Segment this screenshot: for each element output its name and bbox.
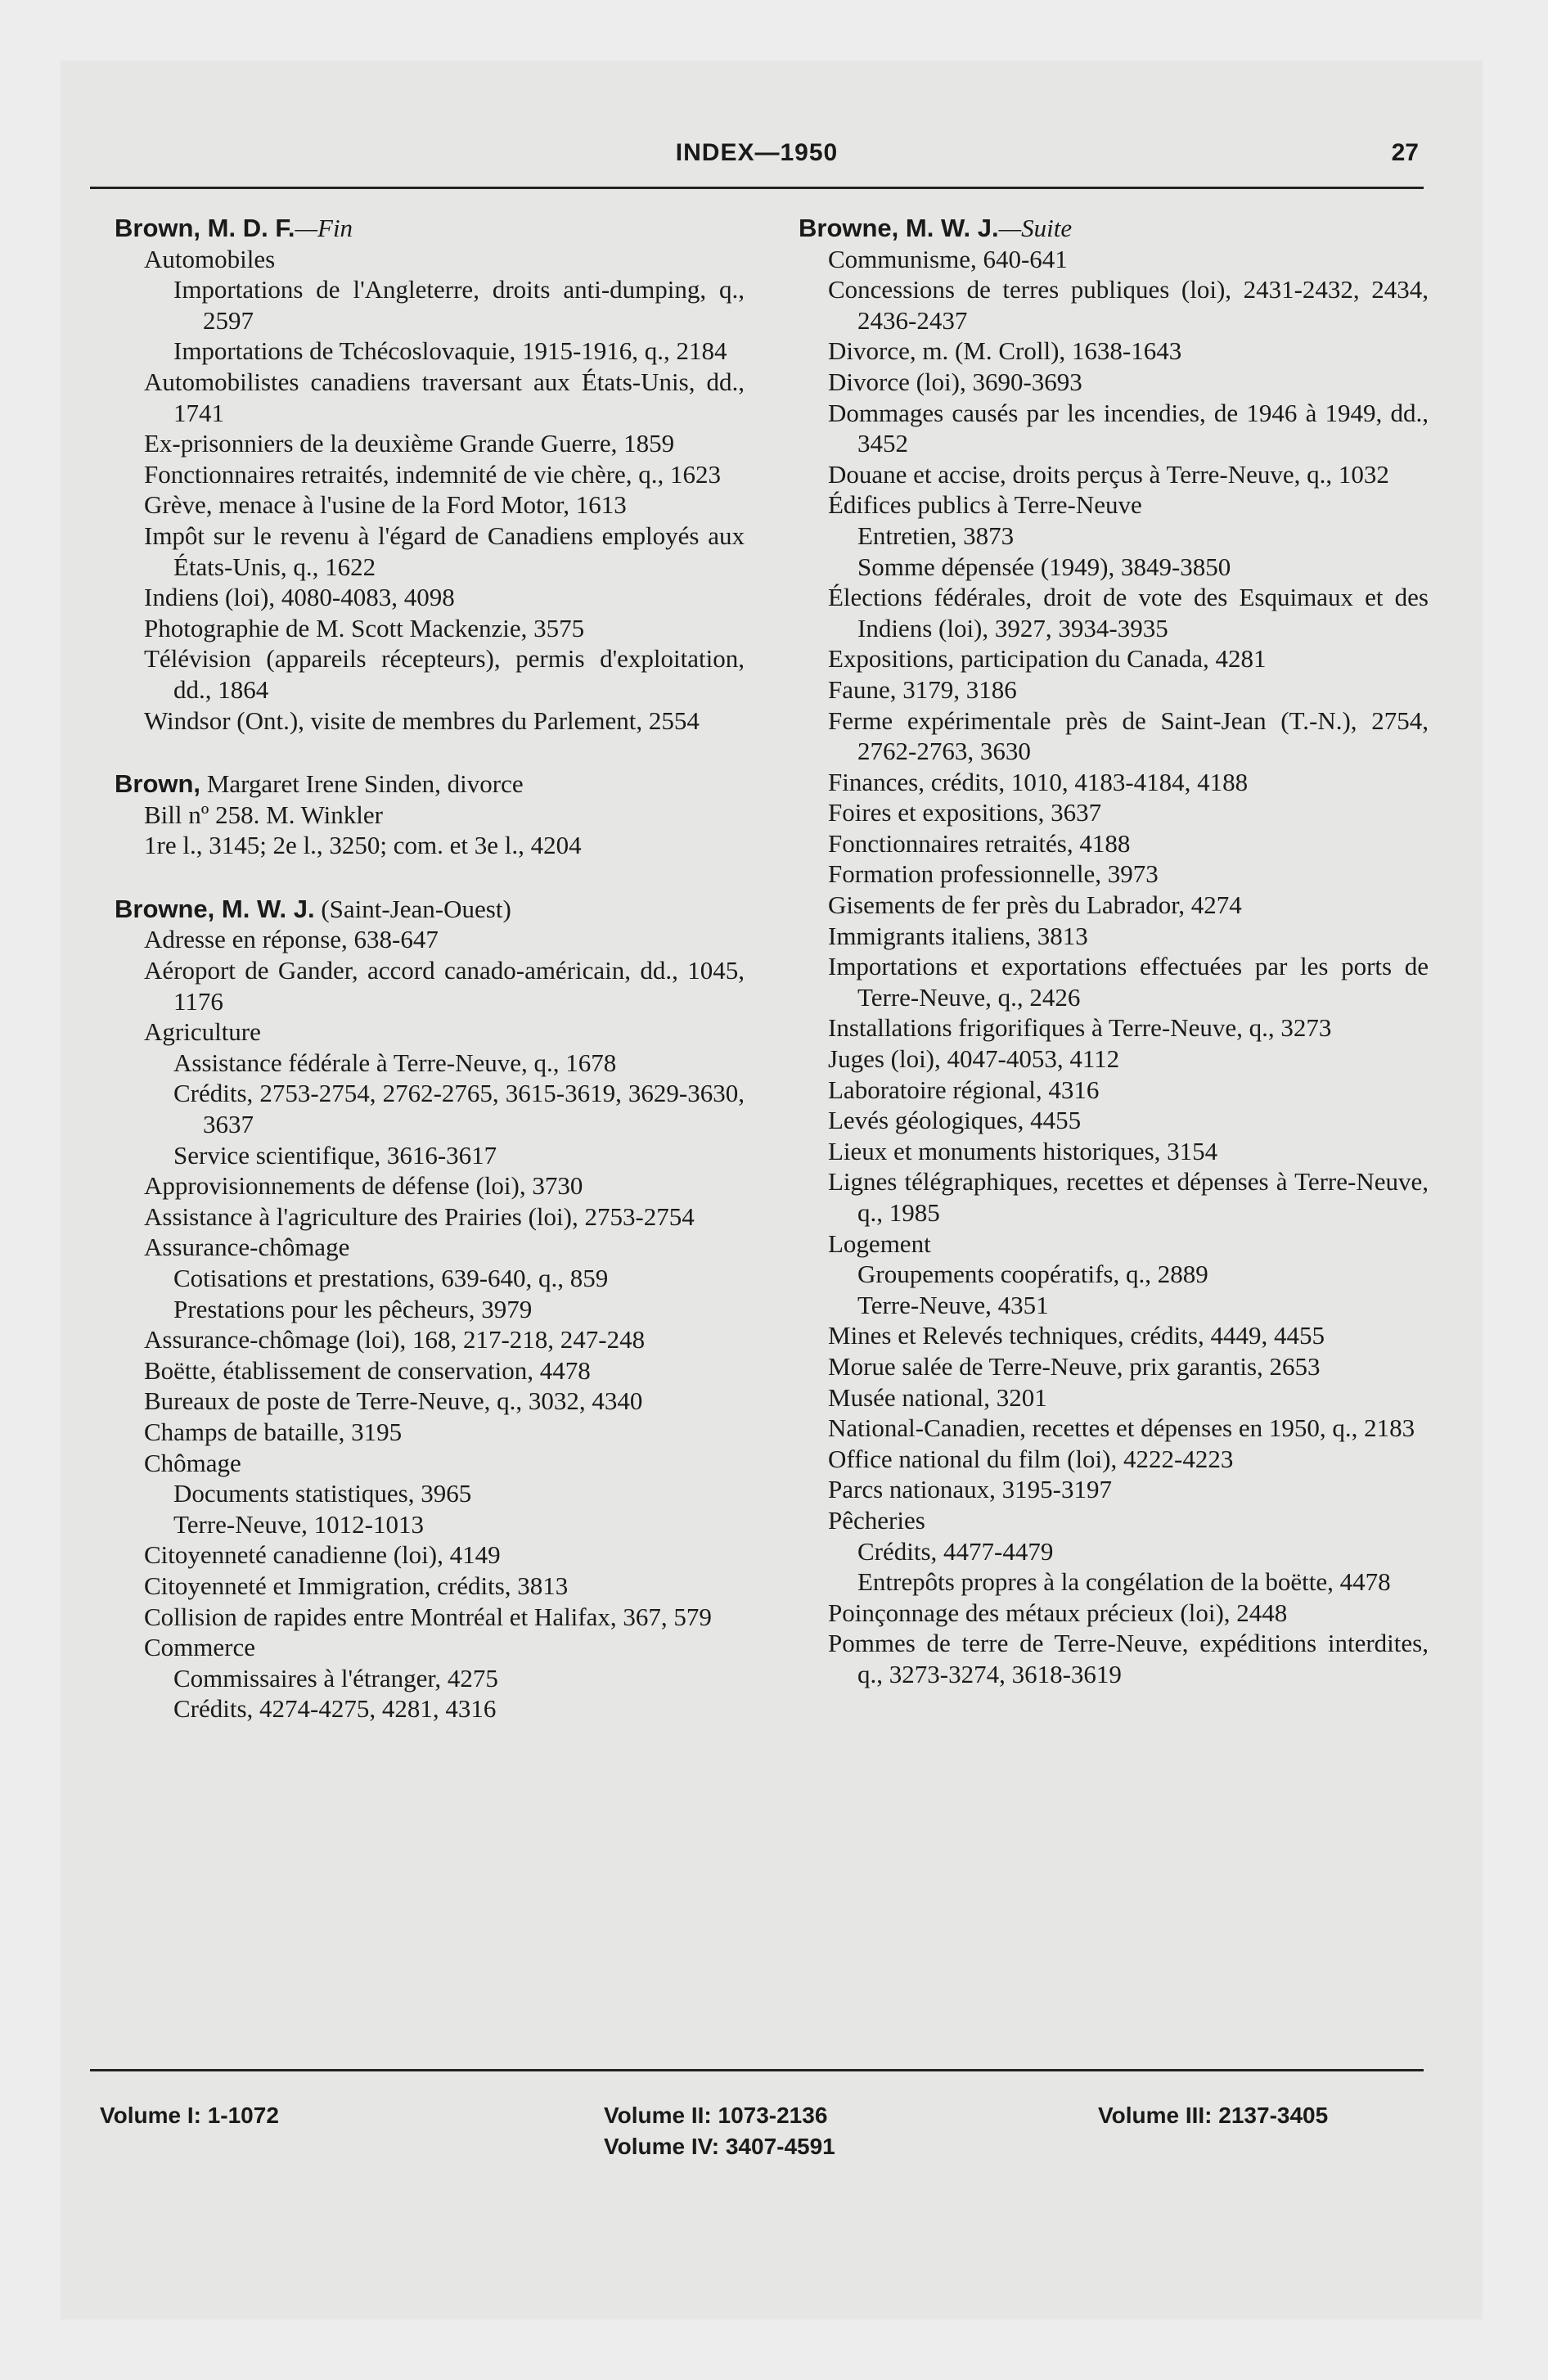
- index-heading: [115, 213, 745, 244]
- index-entry: Boëtte, établissement de conservation, 4478: [144, 1355, 591, 1385]
- index-entry: Édifices publics à Terre-Neuve: [828, 490, 1142, 520]
- index-heading-name: Brown, M. D. F.: [115, 214, 295, 242]
- index-entry: Morue salée de Terre-Neuve, prix garantis, 2653: [828, 1351, 1321, 1381]
- index-subentry: Assistance fédérale à Terre-Neuve, q., 1678: [173, 1048, 617, 1077]
- index-subentry: Service scientifique, 3616-3617: [173, 1140, 497, 1170]
- index-entry: Assurance-chômage: [144, 1233, 350, 1262]
- index-heading-suffix: —Suite: [998, 214, 1073, 242]
- header-rule: [90, 187, 1424, 189]
- index-entry: Bill nº 258. M. Winkler: [144, 800, 383, 829]
- footer-volume-2-4: [604, 2100, 835, 2162]
- index-subentry: Crédits, 4477-4479: [857, 1536, 1054, 1566]
- index-subentry: Crédits, 2753-2754, 2762-2765, 3615-3619, 3629-3630, 3637: [173, 1079, 745, 1139]
- index-entry: Adresse en réponse, 638-647: [144, 925, 439, 954]
- index-entry: Immigrants italiens, 3813: [828, 921, 1088, 950]
- page-title: INDEX—1950: [675, 139, 839, 166]
- index-entry: Automobilistes canadiens traversant aux États-Unis, dd., 1741: [144, 367, 745, 427]
- index-entry: Pommes de terre de Terre-Neuve, expéditions interdites, q., 3273-3274, 3618-3619: [828, 1629, 1429, 1688]
- index-heading-suffix: (Saint-Jean-Ouest): [314, 894, 511, 923]
- page-header: [90, 139, 1424, 188]
- footer-volume-4-label: Volume IV: 3407-4591: [604, 2134, 835, 2159]
- index-entry: Grève, menace à l'usine de la Ford Motor, 1613: [144, 490, 627, 520]
- index-entry: Photographie de M. Scott Mackenzie, 3575: [144, 613, 585, 642]
- index-entry: Logement: [828, 1228, 931, 1258]
- index-subentry: Terre-Neuve, 1012-1013: [173, 1509, 424, 1539]
- index-entry: Bureaux de poste de Terre-Neuve, q., 3032, 4340: [144, 1386, 643, 1416]
- index-entry: Formation professionnelle, 3973: [828, 859, 1159, 889]
- index-column-right: [799, 213, 1429, 1690]
- index-subentry: Entretien, 3873: [857, 521, 1015, 550]
- index-subentry: Importations de l'Angleterre, droits anti-dumping, q., 2597: [173, 275, 745, 335]
- index-subentry: Commissaires à l'étranger, 4275: [173, 1663, 498, 1693]
- index-heading: [115, 769, 745, 800]
- index-entry: Ferme expérimentale près de Saint-Jean (T.-N.), 2754, 2762-2763, 3630: [828, 705, 1429, 766]
- index-entry: Windsor (Ont.), visite de membres du Parlement, 2554: [144, 705, 700, 735]
- index-entry: Assistance à l'agriculture des Prairies (loi), 2753-2754: [144, 1201, 695, 1231]
- index-heading-suffix: —Fin: [295, 214, 353, 242]
- index-entry: Musée national, 3201: [828, 1382, 1047, 1412]
- index-entry: Commerce: [144, 1633, 256, 1662]
- index-entry: Impôt sur le revenu à l'égard de Canadiens employés aux États-Unis, q., 1622: [144, 521, 745, 581]
- index-entry: Expositions, participation du Canada, 4281: [828, 644, 1267, 674]
- index-entry: Pêcheries: [828, 1505, 925, 1535]
- index-heading: [115, 894, 745, 925]
- index-entry: Mines et Relevés techniques, crédits, 4449, 4455: [828, 1321, 1325, 1350]
- index-heading-suffix: Margaret Irene Sinden, divorce: [200, 769, 524, 799]
- index-entry: Citoyenneté et Immigration, crédits, 3813: [144, 1571, 569, 1600]
- index-entry: Communisme, 640-641: [828, 244, 1068, 273]
- index-entry: Lignes télégraphiques, recettes et dépenses à Terre-Neuve, q., 1985: [828, 1167, 1429, 1227]
- index-entry: Installations frigorifiques à Terre-Neuve, q., 3273: [828, 1013, 1332, 1043]
- index-entry: Télévision (appareils récepteurs), permis d'exploitation, dd., 1864: [144, 644, 745, 704]
- index-entry: Faune, 3179, 3186: [828, 674, 1017, 704]
- index-heading-name: Browne, M. W. J.: [799, 214, 999, 242]
- index-column-left: [115, 213, 745, 1724]
- footer-volume-3-label: Volume III: 2137-3405: [1098, 2103, 1329, 2128]
- index-subentry: Entrepôts propres à la congélation de la boëtte, 4478: [857, 1567, 1391, 1597]
- page-number: 27: [1391, 139, 1419, 166]
- footer-volume-1: [100, 2100, 279, 2131]
- index-entry: Approvisionnements de défense (loi), 3730: [144, 1171, 583, 1201]
- index-entry: Assurance-chômage (loi), 168, 217-218, 247-248: [144, 1325, 646, 1355]
- footer-volume-1-label: Volume I: 1-1072: [100, 2103, 279, 2128]
- index-subentry: Groupements coopératifs, q., 2889: [857, 1260, 1208, 1289]
- index-heading-name: Browne, M. W. J.: [115, 894, 315, 923]
- index-entry: National-Canadien, recettes et dépenses en 1950, q., 2183: [828, 1413, 1415, 1443]
- index-entry: Agriculture: [144, 1017, 261, 1047]
- index-subentry: Documents statistiques, 3965: [173, 1479, 472, 1508]
- index-subentry: Crédits, 4274-4275, 4281, 4316: [173, 1694, 497, 1724]
- index-entry: Parcs nationaux, 3195-3197: [828, 1475, 1112, 1504]
- index-entry: Office national du film (loi), 4222-4223: [828, 1444, 1234, 1473]
- index-entry: Foires et expositions, 3637: [828, 798, 1102, 827]
- index-entry: Indiens (loi), 4080-4083, 4098: [144, 583, 455, 612]
- index-entry: Juges (loi), 4047-4053, 4112: [828, 1044, 1120, 1074]
- index-subentry: Importations de Tchécoslovaquie, 1915-1916, q., 2184: [173, 336, 727, 366]
- index-entry: Gisements de fer près du Labrador, 4274: [828, 890, 1242, 920]
- index-entry: 1re l., 3145; 2e l., 3250; com. et 3e l., 4204: [144, 831, 582, 860]
- index-subentry: Cotisations et prestations, 639-640, q., 859: [173, 1264, 609, 1292]
- index-entry: Automobiles: [144, 244, 276, 273]
- index-entry: Fonctionnaires retraités, indemnité de vie chère, q., 1623: [144, 459, 722, 489]
- index-heading-name: Brown,: [115, 769, 201, 799]
- index-entry: Poinçonnage des métaux précieux (loi), 2448: [828, 1598, 1288, 1627]
- index-entry: Levés géologiques, 4455: [828, 1106, 1082, 1135]
- index-entry: Finances, crédits, 1010, 4183-4184, 4188: [828, 767, 1249, 796]
- index-entry: Champs de bataille, 3195: [144, 1417, 403, 1446]
- index-entry: Fonctionnaires retraités, 4188: [828, 828, 1131, 858]
- index-entry: Dommages causés par les incendies, de 1946 à 1949, dd., 3452: [828, 398, 1429, 458]
- index-entry: Citoyenneté canadienne (loi), 4149: [144, 1540, 501, 1570]
- index-entry: Douane et accise, droits perçus à Terre-Neuve, q., 1032: [828, 459, 1389, 489]
- index-entry: Divorce, m. (M. Croll), 1638-1643: [828, 336, 1182, 366]
- index-entry: Ex-prisonniers de la deuxième Grande Guerre, 1859: [144, 429, 675, 458]
- footer-volume-2-label: Volume II: 1073-2136: [604, 2103, 828, 2128]
- footer-rule: [90, 2069, 1424, 2071]
- index-entry: Chômage: [144, 1448, 241, 1477]
- index-entry: Importations et exportations effectuées par les ports de Terre-Neuve, q., 2426: [828, 952, 1429, 1012]
- footer-volume-3: [1098, 2100, 1328, 2131]
- index-heading: [799, 213, 1429, 244]
- index-subentry: Terre-Neuve, 4351: [857, 1290, 1049, 1319]
- index-entry: Aéroport de Gander, accord canado-américain, dd., 1045, 1176: [144, 956, 745, 1016]
- index-entry: Divorce (loi), 3690-3693: [828, 367, 1082, 396]
- index-entry: Lieux et monuments historiques, 3154: [828, 1136, 1218, 1165]
- index-entry: Collision de rapides entre Montréal et Halifax, 367, 579: [144, 1602, 712, 1631]
- index-subentry: Somme dépensée (1949), 3849-3850: [857, 552, 1231, 581]
- index-entry: Élections fédérales, droit de vote des Esquimaux et des Indiens (loi), 3927, 3934-3935: [828, 583, 1429, 642]
- index-entry: Laboratoire régional, 4316: [828, 1075, 1100, 1104]
- index-entry: Concessions de terres publiques (loi), 2431-2432, 2434, 2436-2437: [828, 275, 1429, 335]
- index-subentry: Prestations pour les pêcheurs, 3979: [173, 1294, 533, 1323]
